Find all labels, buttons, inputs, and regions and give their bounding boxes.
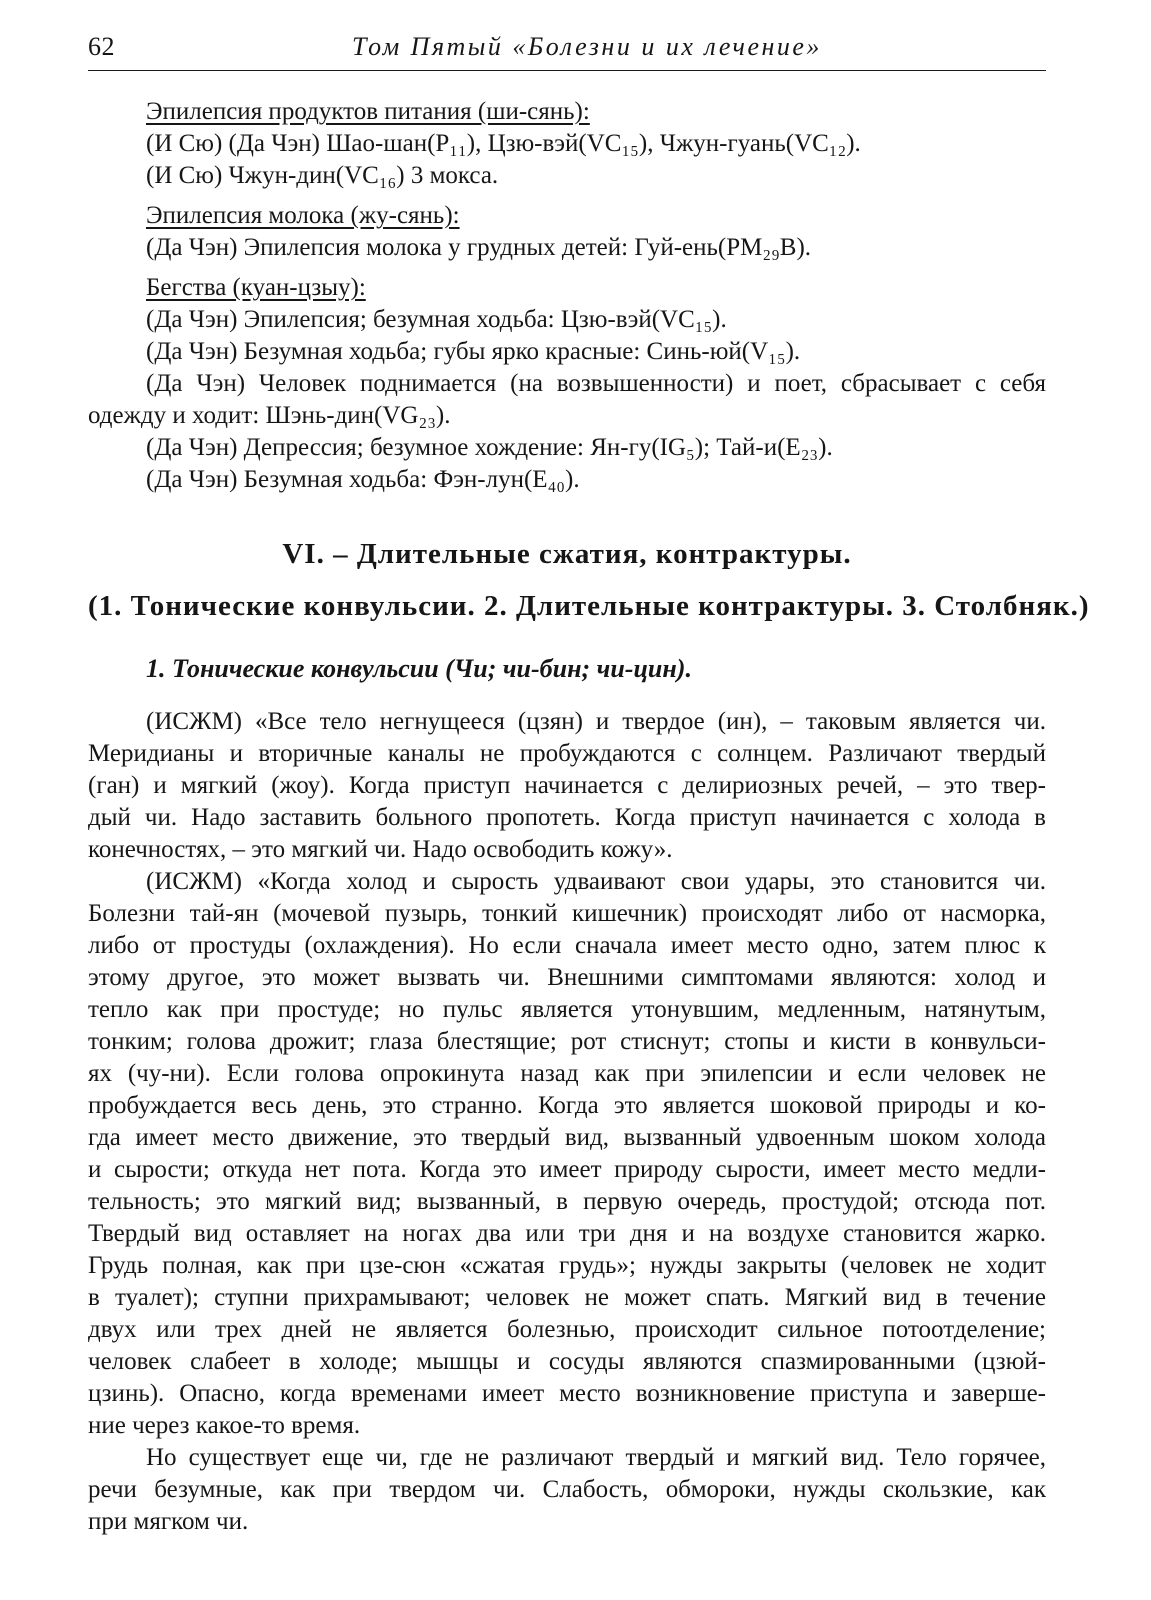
entry-line: (И Сю) Чжун-дин(VC₁₆) 3 мокса. xyxy=(146,162,499,189)
entry-heading: Эпилепсия продуктов питания (ши-сянь): xyxy=(146,98,590,125)
paragraph-line: тонким; голова дрожит; глаза блестящие; рот стиснут; стопы и кисти в конвульси- xyxy=(88,1028,1046,1055)
paragraph-line: человек слабеет в холоде; мышцы и сосуды являются спазмированными (цзюй- xyxy=(88,1348,1046,1375)
paragraph-2 xyxy=(88,866,1046,1442)
top-entries xyxy=(88,96,1046,496)
paragraph-line: и сырости; откуда нет пота. Когда это имеет природу сырости, имеет место медли- xyxy=(88,1156,1046,1183)
paragraph-1 xyxy=(88,706,1046,866)
paragraph-line: тепло как при простуде; но пульс является утонувшим, медленным, натянутым, xyxy=(88,996,1046,1023)
paragraph-line: (ган) и мягкий (жоу). Когда приступ начинается с делириозных речей, – это твер- xyxy=(88,772,1046,799)
entry-line: (Да Чэн) Человек поднимается (на возвышенности) и поет, сбрасывает с себя xyxy=(146,370,1046,397)
paragraph-line: Твердый вид оставляет на ногах два или три дня и на воздухе становится жарко. xyxy=(88,1220,1046,1247)
paragraph-line: в туалет); ступни прихрамывают; человек не может спать. Мягкий вид в течение xyxy=(88,1284,1046,1311)
entry-heading: Эпилепсия молока (жу-сянь): xyxy=(146,202,460,229)
chapter-title: VI. – Длительные сжатия, контрактуры. xyxy=(282,538,852,570)
paragraph-line: (ИСЖМ) «Все тело негнущееся (цзян) и твердое (ин), – таковым является чи. xyxy=(146,708,1046,735)
page-number: 62 xyxy=(88,32,115,61)
paragraph-line: этому другое, это может вызвать чи. Внешними симптомами являются: холод и xyxy=(88,964,1046,991)
entry-line: (Да Чэн) Эпилепсия молока у грудных детей: Гуй-ень(PM₂₉B). xyxy=(146,234,812,261)
subsection-title: 1. Тонические конвульсии (Чи; чи-бин; чи-цин). xyxy=(146,654,692,683)
paragraph-line: Грудь полная, как при цзе-сюн «сжатая грудь»; нужды закрыты (человек не ходит xyxy=(88,1252,1046,1279)
entry-line: одежду и ходит: Шэнь-дин(VG₂₃). xyxy=(88,402,451,429)
paragraph-line: конечностях, – это мягкий чи. Надо освободить кожу». xyxy=(88,836,673,863)
running-header xyxy=(88,30,1046,71)
entry-wrapped xyxy=(88,368,1046,432)
paragraph-line: пробуждается весь день, это странно. Когда это является шоковой природы и ко- xyxy=(88,1092,1046,1119)
paragraph-line: (ИСЖМ) «Когда холод и сырость удваивают свои удары, это становится чи. xyxy=(146,868,1046,895)
paragraph-3 xyxy=(88,1442,1046,1538)
paragraph-line: цзинь). Опасно, когда временами имеет место возникновение приступа и заверше- xyxy=(88,1380,1046,1407)
running-title: Том Пятый «Болезни и их лечение» xyxy=(352,32,822,61)
entry-line: (Да Чэн) Безумная ходьба; губы ярко красные: Синь-юй(V₁₅). xyxy=(146,338,801,365)
entry-line: (Да Чэн) Эпилепсия; безумная ходьба: Цзю-вэй(VC₁₅). xyxy=(146,306,727,333)
paragraph-line: гда имеет место движение, это твердый вид, вызванный удвоенным шоком холода xyxy=(88,1124,1046,1151)
body-text xyxy=(88,96,1090,1538)
paragraph-line: речи безумные, как при твердом чи. Слабость, обмороки, нужды скользкие, как xyxy=(88,1476,1046,1503)
paragraph-line: Меридианы и вторичные каналы не пробуждаются с солнцем. Различают твердый xyxy=(88,740,1046,767)
paragraph-line: либо от простуды (охлаждения). Но если сначала имеет место одно, затем плюс к xyxy=(88,932,1046,959)
entry-heading: Бегства (куан-цзыу): xyxy=(146,274,366,301)
paragraph-line: ях (чу-ни). Если голова опрокинута назад как при эпилепсии и если человек не xyxy=(88,1060,1046,1087)
paragraph-line: Болезни тай-ян (мочевой пузырь, тонкий кишечник) происходят либо от насморка, xyxy=(88,900,1046,927)
paragraph-line: двух или трех дней не является болезнью, происходит сильное потоотделение; xyxy=(88,1316,1046,1343)
chapter-subtitle: (1. Тонические конвульсии. 2. Длительные контрактуры. 3. Столбняк.) xyxy=(88,590,1090,622)
paragraph-line: Но существует еще чи, где не различают твердый и мягкий вид. Тело горячее, xyxy=(146,1444,1046,1471)
entry-line: (И Сю) (Да Чэн) Шао-шан(P₁₁), Цзю-вэй(VC₁₅), Чжун-гуань(VC₁₂). xyxy=(146,130,861,157)
paragraph-line: тельность; это мягкий вид; вызванный, в первую очередь, простудой; отсюда пот. xyxy=(88,1188,1046,1215)
entry-line: (Да Чэн) Безумная ходьба: Фэн-лун(E₄₀). xyxy=(146,466,580,493)
paragraph-line: при мягком чи. xyxy=(88,1508,249,1535)
paragraph-line: ние через какое-то время. xyxy=(88,1412,361,1439)
paragraph-line: дый чи. Надо заставить больного пропотеть. Когда приступ начинается с холода в xyxy=(88,804,1046,831)
entry-line: (Да Чэн) Депрессия; безумное хождение: Ян-гу(IG₅); Тай-и(E₂₃). xyxy=(146,434,833,461)
